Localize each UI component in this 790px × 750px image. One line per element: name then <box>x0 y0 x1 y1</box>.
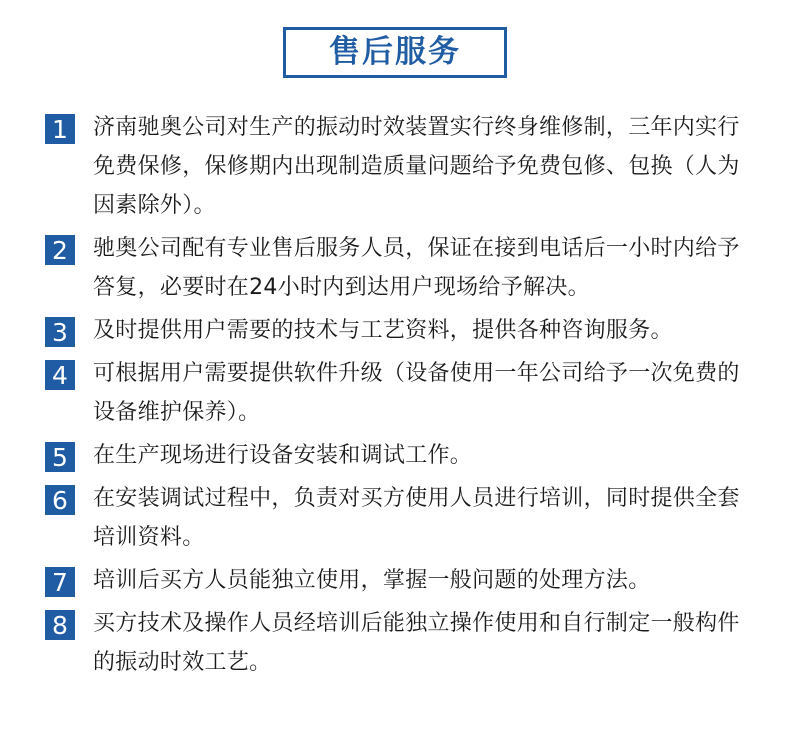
item-number-badge: 7 <box>45 567 75 597</box>
page-title: 售后服务 <box>329 34 461 70</box>
item-text: 买方技术及操作人员经培训后能独立操作使用和自行制定一般构件的振动时效工艺。 <box>93 611 740 675</box>
item-number-badge: 1 <box>45 114 75 144</box>
item-number-badge: 5 <box>45 442 75 472</box>
service-list <box>45 108 760 686</box>
list-item <box>45 604 760 682</box>
item-text: 在生产现场进行设备安装和调试工作。 <box>93 443 473 468</box>
item-number-badge: 4 <box>45 360 75 390</box>
list-item <box>45 311 760 350</box>
item-text: 驰奥公司配有专业售后服务人员，保证在接到电话后一小时内给予答复，必要时在24小时内到达用户现场给予解决。 <box>93 236 740 300</box>
item-number-badge: 8 <box>45 610 75 640</box>
item-number-badge: 2 <box>45 235 75 265</box>
item-number-badge: 3 <box>45 317 75 347</box>
list-item <box>45 108 760 225</box>
item-number-badge: 6 <box>45 485 75 515</box>
title-box <box>283 27 507 78</box>
item-text: 及时提供用户需要的技术与工艺资料，提供各种咨询服务。 <box>93 318 673 343</box>
item-text: 在安装调试过程中，负责对买方使用人员进行培训，同时提供全套培训资料。 <box>93 486 740 550</box>
list-item <box>45 479 760 557</box>
item-text: 可根据用户需要提供软件升级（设备使用一年公司给予一次免费的设备维护保养）。 <box>93 361 740 425</box>
list-item <box>45 561 760 600</box>
list-item <box>45 354 760 432</box>
list-item <box>45 436 760 475</box>
item-text: 培训后买方人员能独立使用，掌握一般问题的处理方法。 <box>93 568 651 593</box>
list-item <box>45 229 760 307</box>
item-text: 济南驰奥公司对生产的振动时效装置实行终身维修制，三年内实行免费保修，保修期内出现制造质量问题给予免费包修、包换（人为因素除外）。 <box>93 115 740 218</box>
